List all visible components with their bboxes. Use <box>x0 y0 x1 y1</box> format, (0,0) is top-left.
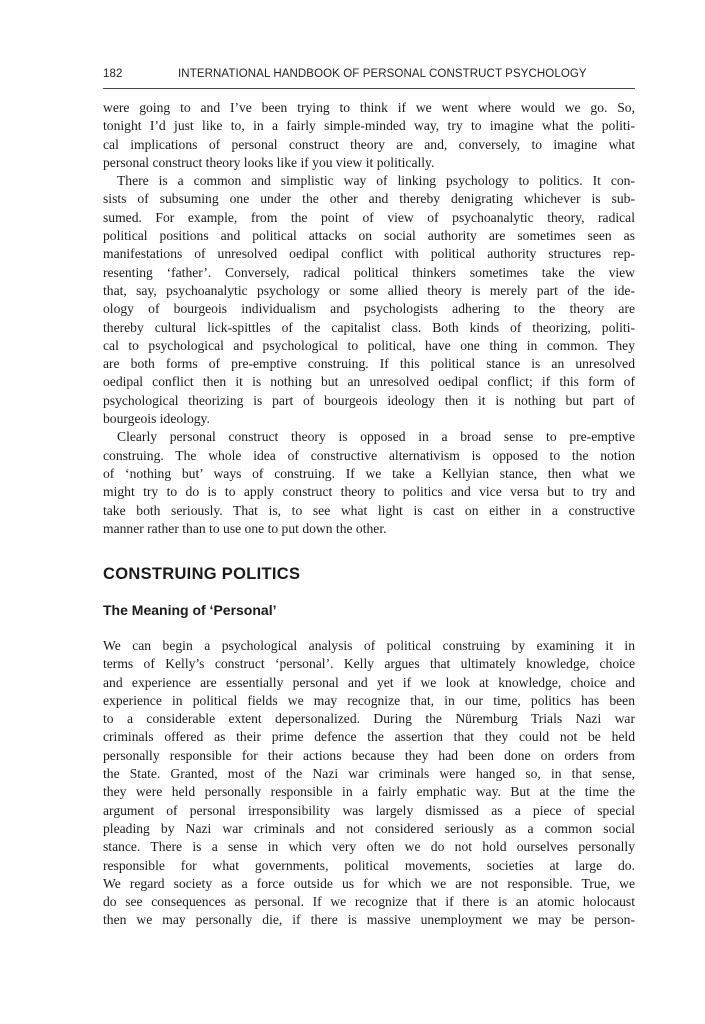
running-head <box>103 68 635 86</box>
text-line: take both seriously. That is, to see what light is cast on either in a constructive <box>103 502 635 518</box>
text-line: political positions and political attacks on social authority are sometimes seen as <box>103 228 635 244</box>
text-line: psychological theorizing is part of bourgeois ideology then it is nothing but part of <box>103 392 635 408</box>
text-line: terms of Kelly’s construct ‘personal’. Kelly argues that ultimately knowledge, choice <box>103 656 635 672</box>
text-line: tonight I’d just like to, in a fairly simple-minded way, try to imagine what the politi- <box>103 118 635 134</box>
text-line: pleading by Nazi war criminals and not considered seriously as a common social <box>103 820 635 836</box>
top-text-block <box>103 99 635 538</box>
text-line: We regard society as a force outside us for which we are not responsible. True, we <box>103 875 635 891</box>
text-line: oedipal conflict then it is nothing but an unresolved oedipal conflict; if this form of <box>103 374 635 390</box>
text-line: thereby cultural lick-spittles of the capitalist class. Both kinds of theorizing, politi- <box>103 319 635 335</box>
text-line: experience in political fields we may recognize that, in our time, politics has been <box>103 692 635 708</box>
text-line: then we may personally die, if there is massive unemployment we may be person- <box>103 912 635 928</box>
header-rule <box>103 88 635 89</box>
text-line: manner rather than to use one to put down the other. <box>103 520 387 536</box>
text-line: do see consequences as personal. If we recognize that if there is an atomic holocaust <box>103 894 635 910</box>
book-title: INTERNATIONAL HANDBOOK OF PERSONAL CONSTRUCT PSYCHOLOGY <box>178 68 587 80</box>
text-line: personally responsible for their actions because they had been done on orders from <box>103 747 635 763</box>
text-line: construing. The whole idea of constructive alternativism is opposed to the notion <box>103 447 635 463</box>
text-line: Clearly personal construct theory is opposed in a broad sense to pre-emptive <box>117 429 635 445</box>
text-line: were going to and I’ve been trying to think if we went where would we go. So, <box>103 100 635 115</box>
text-line: sumed. For example, from the point of view of psychoanalytic theory, radical <box>103 209 635 225</box>
text-line: manifestations of unresolved oedipal conflict with political authority structures rep- <box>103 246 635 262</box>
text-line: and experience are essentially personal and yet if we look at knowledge, choice and <box>103 674 635 690</box>
text-line: they were held personally responsible in a fairly emphatic way. But at the time the <box>103 784 635 800</box>
text-line: personal construct theory looks like if you view it politically. <box>103 154 435 170</box>
text-line: responsible for what governments, political movements, societies at large do. <box>103 857 635 873</box>
text-line: cal implications of personal construct theory are and, conversely, to imagine what <box>103 136 635 152</box>
text-line: We can begin a psychological analysis of political construing by examining it in <box>103 638 635 653</box>
text-line: criminals offered as their prime defence the assertion that they could not be held <box>103 729 635 745</box>
text-line: sists of subsuming one under the other and thereby denigrating whichever is sub- <box>103 191 635 207</box>
text-line: argument of personal irresponsibility was largely dismissed as a piece of special <box>103 802 635 818</box>
text-line: that, say, psychoanalytic psychology or some allied theory is merely part of the ide- <box>103 282 635 298</box>
section-heading: CONSTRUING POLITICS <box>103 565 301 583</box>
text-line: There is a common and simplistic way of linking psychology to politics. It con- <box>117 173 635 189</box>
text-line: resenting ‘father’. Conversely, radical political thinkers sometimes take the view <box>103 264 635 280</box>
bottom-text-block <box>103 637 635 930</box>
text-line: ology of bourgeois individualism and psychologists adhering to the theory are <box>103 301 635 317</box>
text-line: cal to psychological and psychological to political, have one thing in common. They <box>103 337 635 353</box>
text-line: might try to do is to apply construct theory to politics and vice versa but to try and <box>103 484 635 500</box>
text-line: bourgeois ideology. <box>103 411 210 427</box>
text-line: stance. There is a sense in which very often we do not hold ourselves personally <box>103 839 635 855</box>
text-line: of ‘nothing but’ ways of construing. If we take a Kellyian stance, then what we <box>103 465 635 481</box>
subsection-heading: The Meaning of ‘Personal’ <box>103 602 277 618</box>
text-line: to a considerable extent depersonalized. During the Nüremburg Trials Nazi war <box>103 711 635 727</box>
text-line: the State. Granted, most of the Nazi war criminals were hanged so, in that sense, <box>103 766 635 782</box>
text-line: are both forms of pre-emptive construing. If this political stance is an unresolved <box>103 356 635 372</box>
page-number: 182 <box>103 68 123 80</box>
